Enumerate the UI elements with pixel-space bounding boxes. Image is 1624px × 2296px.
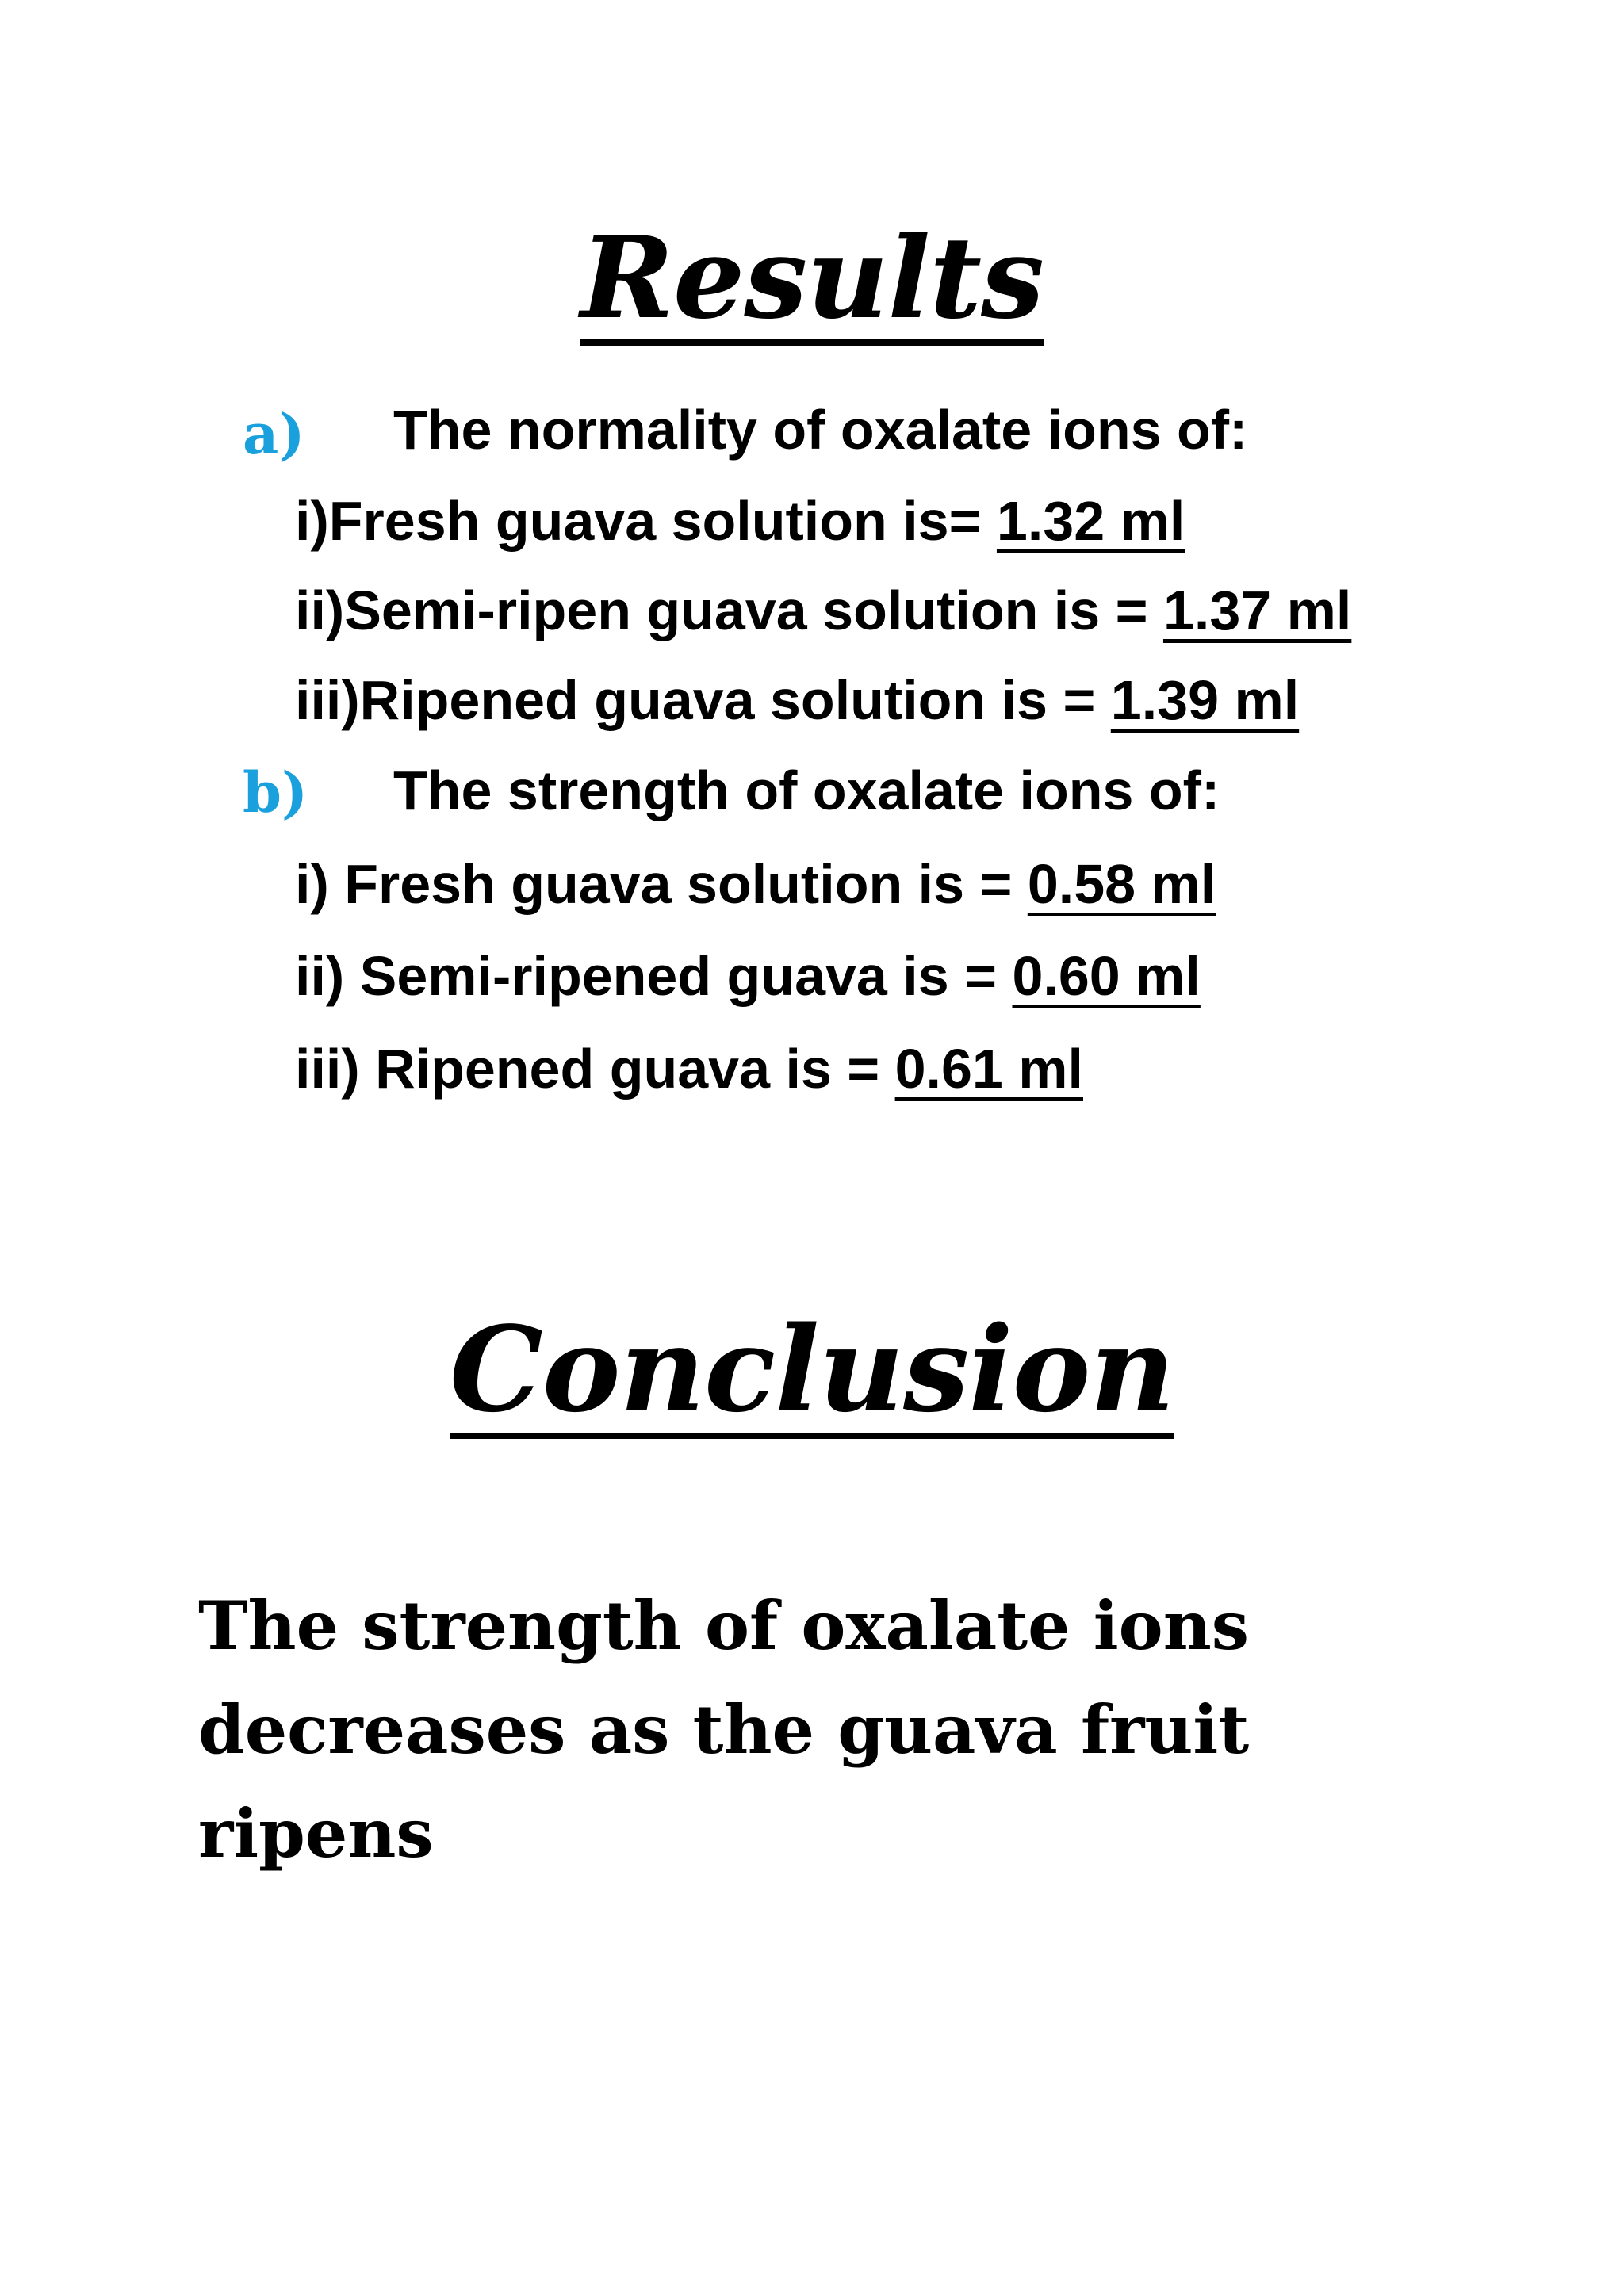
section-a-title: The normality of oxalate ions of: — [393, 399, 1248, 461]
results-heading — [0, 212, 1624, 346]
section-b-item-2-label: ii) Semi-ripened guava is = — [295, 945, 1013, 1007]
section-a-item-1 — [295, 490, 1185, 552]
section-a-item-1-value: 1.32 ml — [996, 490, 1185, 552]
section-b-item-1-label: i) Fresh guava solution is = — [295, 853, 1028, 915]
conclusion-heading — [0, 1300, 1624, 1439]
section-a-item-3-value: 1.39 ml — [1110, 669, 1300, 731]
section-a-item-3-label: iii)Ripened guava solution is = — [295, 669, 1111, 731]
section-a-item-2-value: 1.37 ml — [1162, 580, 1352, 641]
section-a-item-2-label: ii)Semi-ripen guava solution is = — [295, 580, 1163, 641]
section-a-item-1-label: i)Fresh guava solution is= — [295, 490, 997, 552]
section-b-item-3 — [295, 1038, 1083, 1100]
section-b-item-1-value: 0.58 ml — [1027, 853, 1216, 915]
section-b-title: The strength of oxalate ions of: — [393, 760, 1220, 821]
section-a-marker: a) — [243, 401, 305, 467]
section-a-item-2 — [295, 580, 1352, 641]
results-heading-text: Results — [580, 220, 1044, 346]
section-b-item-2-value: 0.60 ml — [1012, 945, 1201, 1007]
section-a-item-3 — [295, 669, 1300, 731]
section-b-item-1 — [295, 853, 1216, 915]
conclusion-text: The strength of oxalate ions decreases as the guava fruit ripens — [198, 1586, 1250, 1873]
section-b-item-2 — [295, 945, 1201, 1007]
conclusion-heading-text: Conclusion — [450, 1300, 1174, 1438]
section-b-item-3-value: 0.61 ml — [894, 1038, 1083, 1100]
section-b-marker: b) — [243, 760, 308, 825]
section-b-item-3-label: iii) Ripened guava is = — [295, 1038, 895, 1100]
